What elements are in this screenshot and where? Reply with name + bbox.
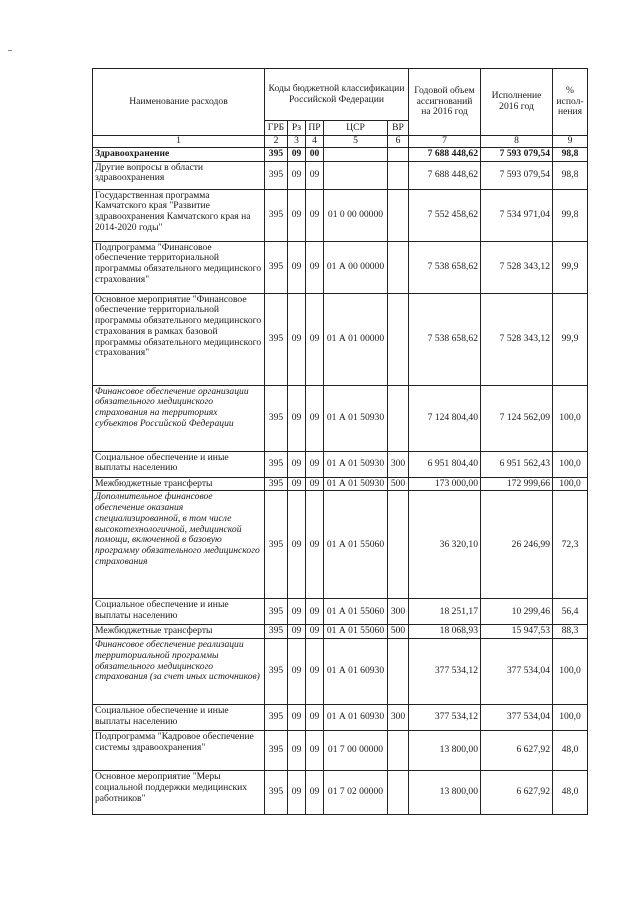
row-annual-cell: 377 534,12 [409,705,481,731]
row-execution-cell: 377 534,04 [481,705,553,731]
row-pr-cell: 09 [306,491,324,599]
row-name-cell: Межбюджетные трансферты [93,477,265,491]
row-csr-cell: 01 А 01 50930 [324,477,388,491]
row-csr-cell: 01 А 01 50930 [324,451,388,477]
row-vr-cell: 500 [388,477,409,491]
page-mark [8,50,12,51]
table-row [93,241,588,293]
row-rz-cell: 09 [288,189,306,241]
row-annual-cell: 6 951 804,40 [409,451,481,477]
header-grb: ГРБ [265,121,288,136]
row-rz-cell: 09 [288,451,306,477]
row-pr-cell: 09 [306,161,324,189]
row-grb-cell: 395 [265,241,288,293]
row-pr-cell: 09 [306,189,324,241]
row-vr-cell [388,491,409,599]
row-grb-cell: 395 [265,639,288,705]
row-rz-cell: 09 [288,385,306,451]
row-grb-cell: 395 [265,477,288,491]
row-rz-cell: 09 [288,147,306,161]
row-rz-cell: 09 [288,625,306,639]
row-grb-cell: 395 [265,385,288,451]
row-csr-cell: 01 А 01 55060 [324,625,388,639]
row-pr-cell: 09 [306,477,324,491]
row-name-cell: Финансовое обеспечение реализации территориальной программы обязательного медицинского страхования (за счет иных источников) [93,639,265,705]
row-pr-cell: 09 [306,771,324,815]
row-vr-cell: 500 [388,625,409,639]
row-csr-cell: 01 А 01 00000 [324,293,388,385]
header-execution: Исполнение 2016 год [481,69,553,136]
row-pr-cell: 09 [306,385,324,451]
row-pr-cell: 09 [306,625,324,639]
table-row [93,771,588,815]
row-name-cell: Основное мероприятие "Финансовое обеспечение территориальной программы обязательного медицинского страхования в рамках базовой программы обязательного медицинского страхования" [93,293,265,385]
row-name-cell: Социальное обеспечение и иные выплаты населению [93,599,265,625]
row-execution-cell: 7 124 562,09 [481,385,553,451]
row-percent-cell: 100,0 [553,705,588,731]
table-row [93,599,588,625]
row-vr-cell: 300 [388,705,409,731]
row-percent-cell: 99,9 [553,293,588,385]
row-percent-cell: 99,8 [553,189,588,241]
row-annual-cell: 173 000,00 [409,477,481,491]
row-percent-cell: 98,8 [553,147,588,161]
row-annual-cell: 36 320,10 [409,491,481,599]
table-row [93,625,588,639]
budget-table [92,68,588,815]
table-row [93,189,588,241]
row-name-cell: Дополнительное финансовое обеспечение оказания специализированной, в том числе высокотехнологичной, медицинской помощи, включенной в базовую программу обязательного медицинского страхования [93,491,265,599]
row-grb-cell: 395 [265,451,288,477]
table-row [93,451,588,477]
row-csr-cell: 01 А 01 60930 [324,639,388,705]
row-annual-cell: 18 251,17 [409,599,481,625]
row-rz-cell: 09 [288,293,306,385]
row-percent-cell: 88,3 [553,625,588,639]
row-grb-cell: 395 [265,293,288,385]
row-annual-cell: 7 124 804,40 [409,385,481,451]
row-rz-cell: 09 [288,731,306,771]
table-row [93,731,588,771]
table-row [93,385,588,451]
header-codes: Коды бюджетной классификации Российской Федерации [265,69,409,121]
row-vr-cell: 300 [388,451,409,477]
row-rz-cell: 09 [288,241,306,293]
row-execution-cell: 7 593 079,54 [481,147,553,161]
table-row [93,491,588,599]
header-rz: Рз [288,121,306,136]
row-name-cell: Финансовое обеспечение организации обязательного медицинского страхования на территориях субъектов Российской Федерации [93,385,265,451]
column-number: 3 [288,136,306,148]
row-pr-cell: 09 [306,731,324,771]
row-csr-cell: 01 А 01 50930 [324,385,388,451]
row-pr-cell: 00 [306,147,324,161]
row-csr-cell: 01 А 00 00000 [324,241,388,293]
row-vr-cell [388,161,409,189]
row-grb-cell: 395 [265,705,288,731]
row-annual-cell: 377 534,12 [409,639,481,705]
table-row [93,293,588,385]
row-execution-cell: 172 999,66 [481,477,553,491]
row-vr-cell [388,731,409,771]
header-annual: Годовой объем ассигнований на 2016 год [409,69,481,136]
row-rz-cell: 09 [288,705,306,731]
row-name-cell: Другие вопросы в области здравоохранения [93,161,265,189]
row-vr-cell [388,639,409,705]
row-csr-cell [324,161,388,189]
row-vr-cell [388,293,409,385]
row-name-cell: Государственная программа Камчатского края "Развитие здравоохранения Камчатского края на 2014-2020 годы" [93,189,265,241]
column-number: 7 [409,136,481,148]
row-name-cell: Социальное обеспечение и иные выплаты населению [93,451,265,477]
row-execution-cell: 15 947,53 [481,625,553,639]
column-numbers-row [93,136,588,148]
row-csr-cell: 01 7 00 00000 [324,731,388,771]
row-percent-cell: 100,0 [553,477,588,491]
row-name-cell: Основное мероприятие "Меры социальной поддержки медицинских работников" [93,771,265,815]
header-name: Наименование расходов [93,69,265,136]
row-name-cell: Здравоохранение [93,147,265,161]
row-vr-cell [388,385,409,451]
row-rz-cell: 09 [288,599,306,625]
row-percent-cell: 99,9 [553,241,588,293]
row-percent-cell: 48,0 [553,731,588,771]
row-rz-cell: 09 [288,771,306,815]
table-body [93,147,588,814]
row-pr-cell: 09 [306,451,324,477]
row-csr-cell [324,147,388,161]
row-annual-cell: 7 688 448,62 [409,161,481,189]
row-percent-cell: 100,0 [553,385,588,451]
row-execution-cell: 6 627,92 [481,771,553,815]
table-row [93,705,588,731]
row-annual-cell: 7 538 658,62 [409,293,481,385]
row-execution-cell: 7 534 971,04 [481,189,553,241]
row-pr-cell: 09 [306,705,324,731]
row-grb-cell: 395 [265,625,288,639]
row-execution-cell: 6 951 562,43 [481,451,553,477]
row-execution-cell: 7 528 343,12 [481,293,553,385]
column-number: 4 [306,136,324,148]
header-percent: % испол-нения [553,69,588,136]
row-execution-cell: 10 299,46 [481,599,553,625]
row-annual-cell: 18 068,93 [409,625,481,639]
table-row [93,147,588,161]
row-grb-cell: 395 [265,161,288,189]
row-rz-cell: 09 [288,491,306,599]
column-number: 5 [324,136,388,148]
row-csr-cell: 01 0 00 00000 [324,189,388,241]
row-name-cell: Подпрограмма "Кадровое обеспечение системы здравоохранения" [93,731,265,771]
row-annual-cell: 7 688 448,62 [409,147,481,161]
row-execution-cell: 26 246,99 [481,491,553,599]
row-rz-cell: 09 [288,161,306,189]
row-percent-cell: 56,4 [553,599,588,625]
row-percent-cell: 48,0 [553,771,588,815]
row-execution-cell: 6 627,92 [481,731,553,771]
row-percent-cell: 100,0 [553,451,588,477]
row-annual-cell: 13 800,00 [409,731,481,771]
row-grb-cell: 395 [265,771,288,815]
row-name-cell: Подпрограмма "Финансовое обеспечение территориальной программы обязательного медицинского страхования" [93,241,265,293]
row-csr-cell: 01 А 01 55060 [324,599,388,625]
row-execution-cell: 7 593 079,54 [481,161,553,189]
row-annual-cell: 7 552 458,62 [409,189,481,241]
row-percent-cell: 100,0 [553,639,588,705]
row-grb-cell: 395 [265,189,288,241]
row-csr-cell: 01 А 01 55060 [324,491,388,599]
table-row [93,477,588,491]
row-grb-cell: 395 [265,147,288,161]
row-rz-cell: 09 [288,639,306,705]
row-vr-cell [388,189,409,241]
column-number: 6 [388,136,409,148]
table-row [93,161,588,189]
row-percent-cell: 72,3 [553,491,588,599]
row-percent-cell: 98,8 [553,161,588,189]
table-row [93,639,588,705]
row-rz-cell: 09 [288,477,306,491]
row-vr-cell: 300 [388,599,409,625]
row-grb-cell: 395 [265,491,288,599]
row-pr-cell: 09 [306,241,324,293]
row-annual-cell: 13 800,00 [409,771,481,815]
row-grb-cell: 395 [265,599,288,625]
row-pr-cell: 09 [306,639,324,705]
row-pr-cell: 09 [306,293,324,385]
column-number: 8 [481,136,553,148]
header-vr: ВР [388,121,409,136]
row-name-cell: Межбюджетные трансферты [93,625,265,639]
row-execution-cell: 7 528 343,12 [481,241,553,293]
column-number: 9 [553,136,588,148]
row-vr-cell [388,241,409,293]
row-execution-cell: 377 534,04 [481,639,553,705]
row-name-cell: Социальное обеспечение и иные выплаты населению [93,705,265,731]
row-annual-cell: 7 538 658,62 [409,241,481,293]
header-pr: ПР [306,121,324,136]
row-pr-cell: 09 [306,599,324,625]
row-csr-cell: 01 7 02 00000 [324,771,388,815]
header-csr: ЦСР [324,121,388,136]
column-number: 1 [93,136,265,148]
row-vr-cell [388,147,409,161]
row-vr-cell [388,771,409,815]
row-csr-cell: 01 А 01 60930 [324,705,388,731]
column-number: 2 [265,136,288,148]
row-grb-cell: 395 [265,731,288,771]
